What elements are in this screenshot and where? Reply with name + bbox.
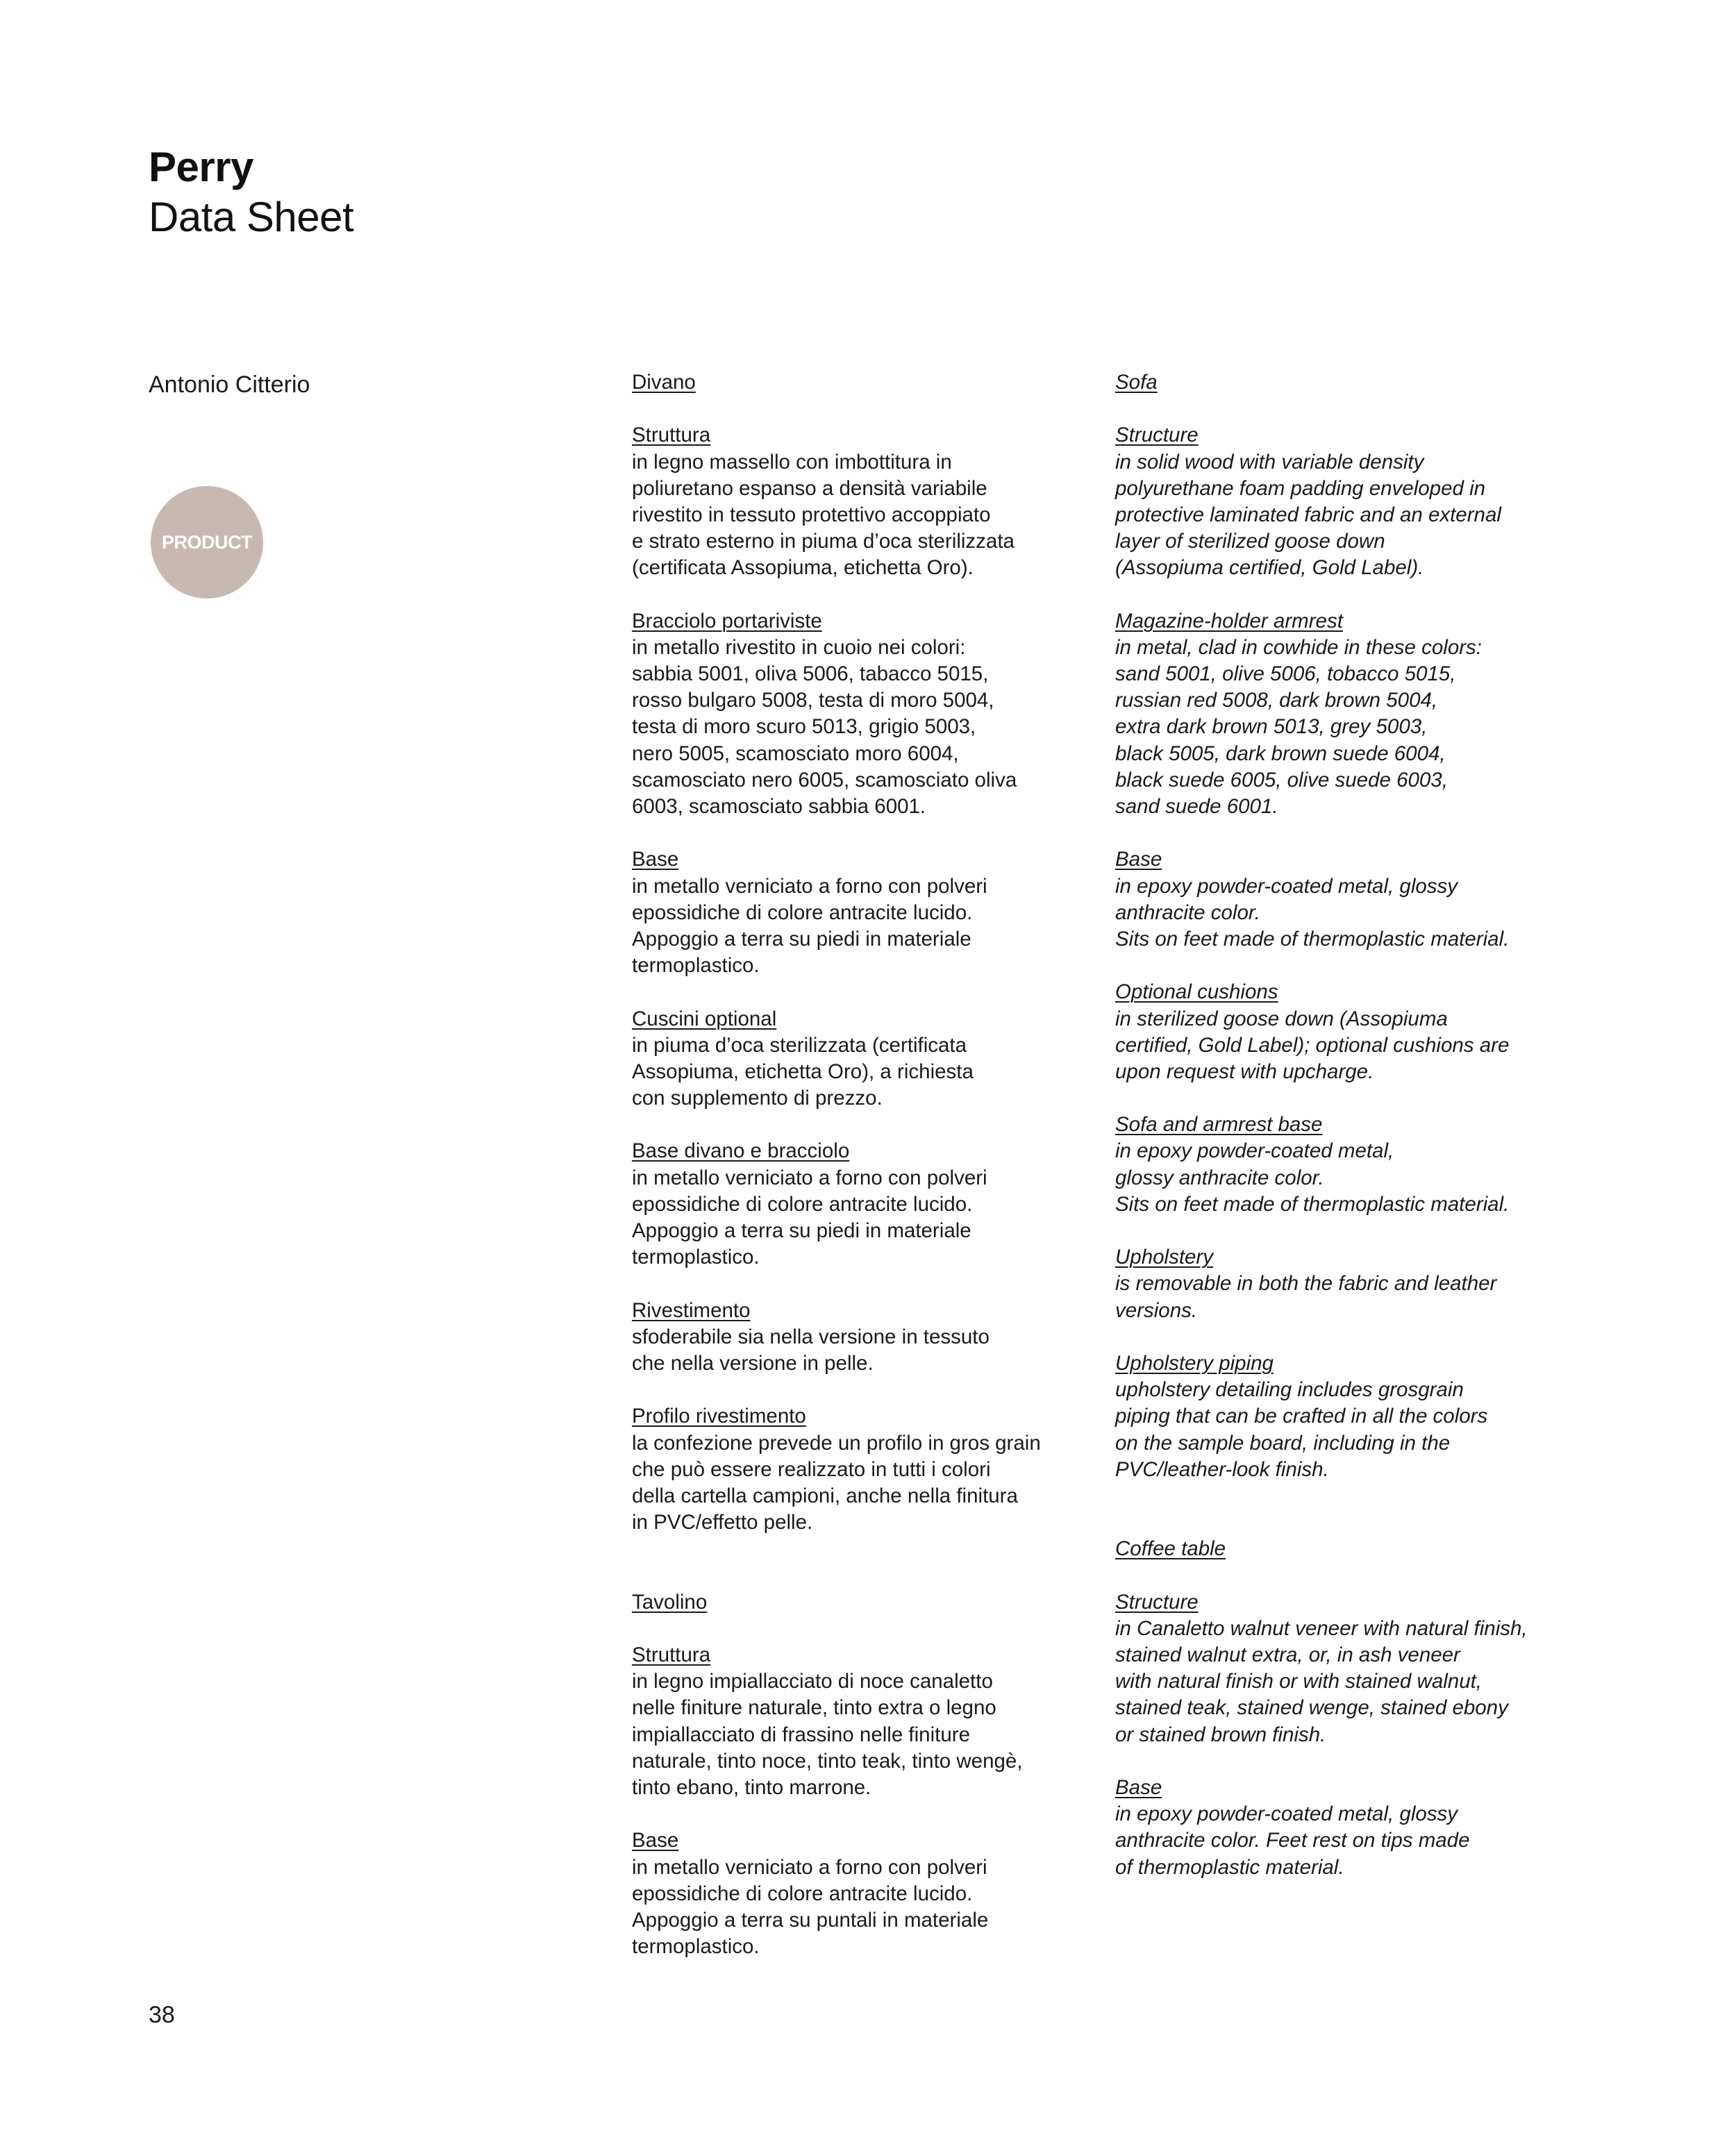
section-title: Profilo rivestimento bbox=[632, 1405, 806, 1428]
section-text-line: polyurethane foam padding enveloped in bbox=[1115, 476, 1486, 500]
section-text-line: Appoggio a terra su piedi in materiale bbox=[632, 1219, 971, 1242]
section-text-line: in PVC/effetto pelle. bbox=[632, 1511, 813, 1534]
section-text-line: con supplemento di prezzo. bbox=[632, 1087, 883, 1110]
section-text-line: sand suede 6001. bbox=[1115, 795, 1278, 818]
group-heading: Sofa bbox=[1115, 371, 1158, 394]
section-title: Struttura bbox=[632, 1643, 711, 1666]
section-text-line: sabbia 5001, oliva 5006, tabacco 5015, bbox=[632, 662, 989, 686]
section-text-line: in legno massello con imbottitura in bbox=[632, 450, 952, 474]
designer-name: Antonio Citterio bbox=[149, 371, 310, 398]
group-heading: Tavolino bbox=[632, 1590, 708, 1614]
section-text-line: upholstery detailing includes grosgrain bbox=[1115, 1378, 1464, 1402]
section-title: Structure bbox=[1115, 1590, 1199, 1614]
section-text-line: nero 5005, scamosciato moro 6004, bbox=[632, 742, 959, 765]
section-text-line: versions. bbox=[1115, 1298, 1198, 1322]
section-text-line: certified, Gold Label); optional cushions are bbox=[1115, 1033, 1510, 1057]
section-text-line: black 5005, dark brown suede 6004, bbox=[1115, 742, 1446, 765]
section-title: Magazine-holder armrest bbox=[1115, 609, 1343, 633]
section-text-line: e strato esterno in piuma d’oca sterilizzata bbox=[632, 530, 1015, 553]
section-text-line: Sits on feet made of thermoplastic material. bbox=[1115, 1192, 1510, 1216]
section-text-line: upon request with upcharge. bbox=[1115, 1060, 1374, 1083]
section-title: Rivestimento bbox=[632, 1298, 751, 1322]
section-text-line: in metallo verniciato a forno con polveri bbox=[632, 1855, 987, 1879]
section-text-line: epossidiche di colore antracite lucido. bbox=[632, 1192, 973, 1216]
section-title: Optional cushions bbox=[1115, 980, 1278, 1004]
section-text-line: in metal, clad in cowhide in these colors: bbox=[1115, 635, 1482, 659]
document-subtitle: Data Sheet bbox=[149, 194, 354, 240]
section-text-line: in solid wood with variable density bbox=[1115, 450, 1424, 474]
section-title: Base bbox=[1115, 1775, 1162, 1799]
section-text-line: protective laminated fabric and an external bbox=[1115, 503, 1501, 526]
section-title: Structure bbox=[1115, 424, 1199, 447]
section-text-line: epossidiche di colore antracite lucido. bbox=[632, 1882, 973, 1905]
section-text-line: testa di moro scuro 5013, grigio 5003, bbox=[632, 715, 976, 739]
section-text-line: che nella versione in pelle. bbox=[632, 1351, 874, 1375]
section-title: Cuscini optional bbox=[632, 1007, 777, 1030]
section-text-line: of thermoplastic material. bbox=[1115, 1855, 1344, 1879]
section-text-line: in legno impiallacciato di noce canaletto bbox=[632, 1670, 993, 1693]
section-text-line: layer of sterilized goose down bbox=[1115, 530, 1385, 553]
section-text-line: with natural finish or with stained walnut, bbox=[1115, 1670, 1482, 1693]
section-text-line: in metallo verniciato a forno con polveri bbox=[632, 1166, 987, 1189]
section-text-line: in sterilized goose down (Assopiuma bbox=[1115, 1007, 1448, 1030]
section-text-line: 6003, scamosciato sabbia 6001. bbox=[632, 795, 926, 818]
section-text-line: sfoderabile sia nella versione in tessuto bbox=[632, 1325, 990, 1348]
section-text-line: termoplastico. bbox=[632, 1246, 760, 1269]
section-title: Upholstery bbox=[1115, 1246, 1214, 1269]
section-text-line: in Canaletto walnut veneer with natural finish, bbox=[1115, 1616, 1528, 1640]
section-text-line: termoplastico. bbox=[632, 1935, 760, 1959]
section-text-line: Appoggio a terra su puntali in materiale bbox=[632, 1908, 989, 1932]
section-text-line: Appoggio a terra su piedi in materiale bbox=[632, 927, 971, 951]
section-text-line: nelle finiture naturale, tinto extra o legno bbox=[632, 1696, 996, 1720]
section-text-line: in piuma d’oca sterilizzata (certificata bbox=[632, 1033, 967, 1057]
section-text-line: is removable in both the fabric and leather bbox=[1115, 1272, 1497, 1296]
section-text-line: rivestito in tessuto protettivo accoppiato bbox=[632, 503, 991, 526]
section-text-line: anthracite color. bbox=[1115, 901, 1260, 924]
section-text-line: anthracite color. Feet rest on tips made bbox=[1115, 1829, 1470, 1852]
page-number: 38 bbox=[149, 2002, 175, 2028]
section-text-line: on the sample board, including in the bbox=[1115, 1431, 1451, 1455]
section-title: Base divano e bracciolo bbox=[632, 1139, 850, 1163]
section-title: Bracciolo portariviste bbox=[632, 609, 822, 633]
section-text-line: Assopiuma, etichetta Oro), a richiesta bbox=[632, 1060, 974, 1083]
section-text-line: extra dark brown 5013, grey 5003, bbox=[1115, 715, 1428, 739]
section-text-line: in epoxy powder-coated metal, bbox=[1115, 1139, 1394, 1163]
section-title: Sofa and armrest base bbox=[1115, 1113, 1323, 1137]
section-title: Base bbox=[632, 848, 679, 871]
group-heading: Divano bbox=[632, 371, 696, 394]
section-text-line: (certificata Assopiuma, etichetta Oro). bbox=[632, 556, 974, 580]
section-text-line: naturale, tinto noce, tinto teak, tinto wengè, bbox=[632, 1749, 1023, 1773]
section-title: Struttura bbox=[632, 424, 711, 447]
section-text-line: poliuretano espanso a densità variabile bbox=[632, 476, 987, 500]
section-title: Upholstery piping bbox=[1115, 1351, 1274, 1375]
section-text-line: or stained brown finish. bbox=[1115, 1723, 1326, 1746]
section-text-line: piping that can be crafted in all the colors bbox=[1115, 1405, 1488, 1428]
section-text-line: impiallacciato di frassino nelle finiture bbox=[632, 1723, 970, 1746]
section-text-line: in metallo rivestito in cuoio nei colori: bbox=[632, 635, 966, 659]
section-text-line: (Assopiuma certified, Gold Label). bbox=[1115, 556, 1424, 580]
section-text-line: in metallo verniciato a forno con polveri bbox=[632, 874, 987, 898]
section-title: Base bbox=[1115, 848, 1162, 871]
section-text-line: black suede 6005, olive suede 6003, bbox=[1115, 768, 1448, 792]
section-text-line: rosso bulgaro 5008, testa di moro 5004, bbox=[632, 689, 994, 712]
section-text-line: della cartella campioni, anche nella finitura bbox=[632, 1484, 1018, 1507]
product-badge bbox=[151, 486, 263, 599]
product-title: Perry bbox=[149, 144, 253, 190]
product-badge-label: PRODUCT bbox=[162, 531, 252, 553]
english-column bbox=[1115, 369, 1574, 1881]
section-title: Base bbox=[632, 1829, 679, 1852]
italian-column bbox=[632, 369, 1076, 1960]
section-text-line: che può essere realizzato in tutti i colori bbox=[632, 1457, 991, 1481]
section-text-line: epossidiche di colore antracite lucido. bbox=[632, 901, 973, 924]
section-text-line: scamosciato nero 6005, scamosciato oliva bbox=[632, 768, 1017, 792]
section-text-line: glossy anthracite color. bbox=[1115, 1166, 1324, 1189]
group-heading: Coffee table bbox=[1115, 1537, 1226, 1561]
section-text-line: tinto ebano, tinto marrone. bbox=[632, 1775, 871, 1799]
section-text-line: stained walnut extra, or, in ash veneer bbox=[1115, 1643, 1460, 1666]
section-text-line: sand 5001, olive 5006, tobacco 5015, bbox=[1115, 662, 1456, 686]
section-text-line: PVC/leather-look finish. bbox=[1115, 1457, 1329, 1481]
section-text-line: la confezione prevede un profilo in gros grain bbox=[632, 1431, 1041, 1455]
section-text-line: in epoxy powder-coated metal, glossy bbox=[1115, 874, 1458, 898]
section-text-line: Sits on feet made of thermoplastic material. bbox=[1115, 927, 1510, 951]
section-text-line: russian red 5008, dark brown 5004, bbox=[1115, 689, 1438, 712]
section-text-line: stained teak, stained wenge, stained ebony bbox=[1115, 1696, 1508, 1720]
title-block bbox=[149, 142, 353, 242]
section-text-line: in epoxy powder-coated metal, glossy bbox=[1115, 1802, 1458, 1826]
section-text-line: termoplastico. bbox=[632, 954, 760, 978]
